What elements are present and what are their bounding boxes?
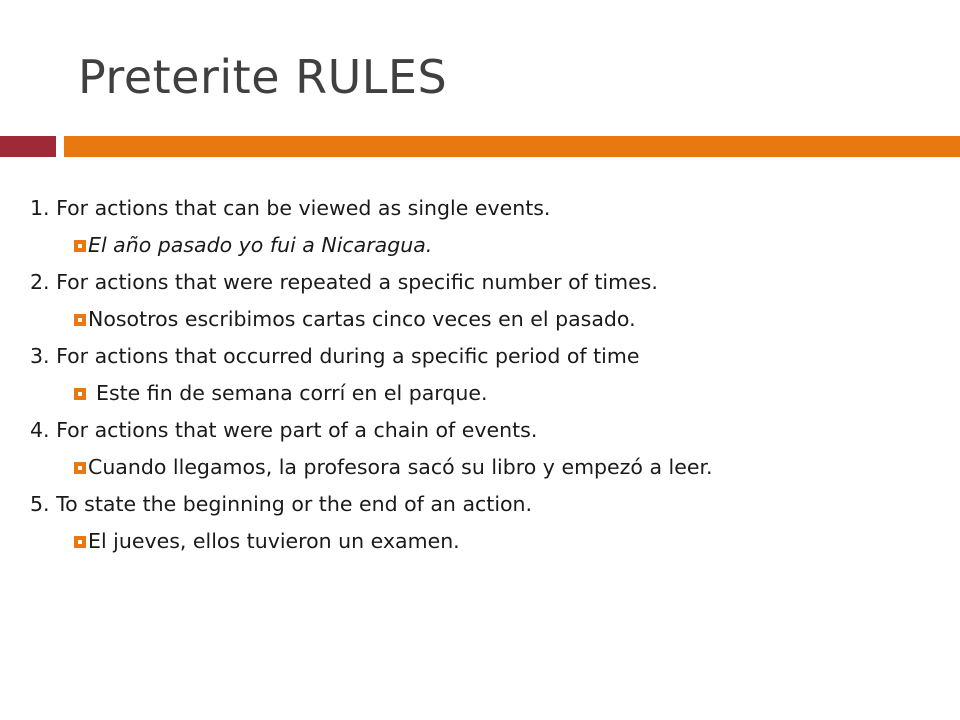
example-text: Este fin de semana corrí en el parque. [96, 381, 488, 405]
square-bullet-icon [74, 388, 86, 400]
example-text: Cuando llegamos, la profesora sacó su libro y empezó a leer. [88, 455, 713, 479]
rule-item: 1. For actions that can be viewed as single events. [30, 196, 551, 220]
square-bullet-icon [74, 314, 86, 326]
example-text: El jueves, ellos tuvieron un examen. [88, 529, 460, 553]
square-bullet-icon [74, 536, 86, 548]
example-text: El año pasado yo fui a Nicaragua. [88, 233, 433, 257]
rule-item: 5. To state the beginning or the end of an action. [30, 492, 533, 516]
example-item [30, 523, 950, 560]
title-divider-right-bar [64, 136, 960, 157]
example-item [30, 375, 950, 412]
rules-list [30, 190, 950, 560]
example-item [30, 449, 950, 486]
rule-item: 4. For actions that were part of a chain of events. [30, 418, 538, 442]
title-divider-left-bar [0, 136, 56, 157]
slide-title: Preterite RULES [78, 50, 448, 104]
square-bullet-icon [74, 240, 86, 252]
example-item [30, 227, 950, 264]
example-item [30, 301, 950, 338]
rule-item: 2. For actions that were repeated a specific number of times. [30, 270, 658, 294]
example-text: Nosotros escribimos cartas cinco veces en el pasado. [88, 307, 636, 331]
rule-item: 3. For actions that occurred during a specific period of time [30, 344, 640, 368]
square-bullet-icon [74, 462, 86, 474]
